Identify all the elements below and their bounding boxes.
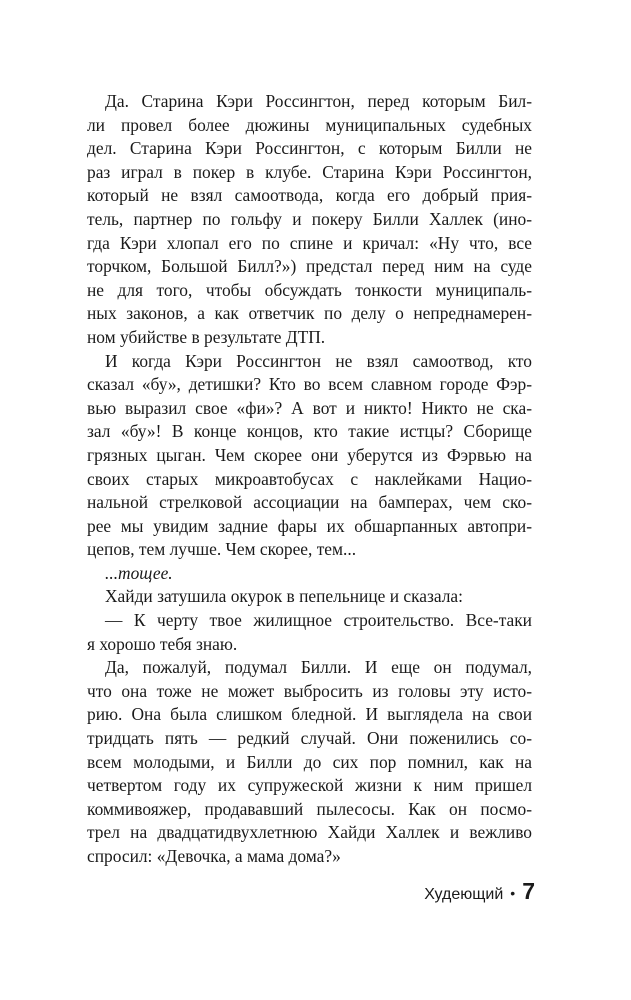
text-line: четвертом году их супружеской жизни к ним пришел: [87, 775, 532, 796]
text-line: трел на двадцатидвухлетнюю Хайди Халлек и вежливо: [87, 822, 532, 843]
text-line: сказал «бу», детишки? Кто во всем славном городе Фэр-: [87, 374, 532, 395]
text-line: ли провел более дюжины муниципальных судебных: [87, 114, 532, 135]
text-line: раз играл в покер в клубе. Старина Кэри Россингтон,: [87, 161, 532, 182]
footer-bullet: •: [510, 885, 516, 901]
text-line: своих старых микроавтобусах с наклейками Нацио-: [87, 468, 532, 489]
text-line: цепов, тем лучше. Чем скорее, тем...: [87, 539, 357, 560]
text-line: тридцать пять — редкий случай. Они поженились со-: [87, 728, 532, 749]
text-line: Хайди затушила окурок в пепельнице и сказала:: [105, 586, 463, 607]
text-line: не для того, чтобы обсуждать тонкости муниципаль-: [87, 279, 532, 300]
text-line: всем молодыми, и Билли до сих пор помнил, как на: [87, 751, 532, 772]
page-number: 7: [522, 878, 535, 904]
text-line: я хорошо тебя знаю.: [87, 633, 238, 654]
text-line: Да, пожалуй, подумал Билли. И еще он подумал,: [105, 657, 532, 678]
text-line: ном убийстве в результате ДТП.: [87, 326, 326, 347]
text-line: рее мы увидим задние фары их обшарпанных автопри-: [87, 515, 532, 536]
text-line: коммивояжер, продававший пылесосы. Как он посмо-: [87, 798, 532, 819]
running-title: Худеющий: [424, 886, 504, 903]
text-line: нальной стрелковой ассоциации на бамперах, чем ско-: [87, 492, 532, 513]
text-line: И когда Кэри Россингтон не взял самоотвод, кто: [105, 350, 532, 371]
text-line: что она тоже не может выбросить из головы эту исто-: [87, 680, 532, 701]
text-line: торчком, Большой Билл?») предстал перед ним на суде: [87, 256, 532, 277]
text-line: зал «бу»! В конце концов, кто такие истцы? Сборище: [87, 421, 532, 442]
text-line: ных законов, а как ответчик по делу о непреднамерен-: [87, 303, 532, 324]
text-line: — К черту твое жилищное строительство. Все-таки: [105, 610, 532, 631]
text-line: гда Кэри хлопал его по спине и кричал: «Ну что, все: [87, 232, 532, 253]
text-line: дел. Старина Кэри Россингтон, с которым Билли не: [87, 138, 532, 159]
text-line: ...тощее.: [105, 562, 173, 583]
text-line: грязных цыган. Чем скорее они уберутся из Фэрвью на: [87, 444, 532, 465]
text-line: спросил: «Девочка, а мама дома?»: [87, 846, 341, 866]
body-text: [87, 90, 532, 869]
text-line: который не взял самоотвода, когда его добрый прия-: [87, 185, 532, 206]
text-line: тель, партнер по гольфу и покеру Билли Халлек (ино-: [87, 208, 532, 229]
page-footer: [424, 878, 535, 905]
text-line: вью выразил свое «фи»? А вот и никто! Никто не ска-: [87, 397, 532, 418]
text-line: Да. Старина Кэри Россингтон, перед которым Бил-: [105, 91, 532, 111]
text-line: рию. Она была слишком бледной. И выглядела на свои: [87, 704, 532, 725]
